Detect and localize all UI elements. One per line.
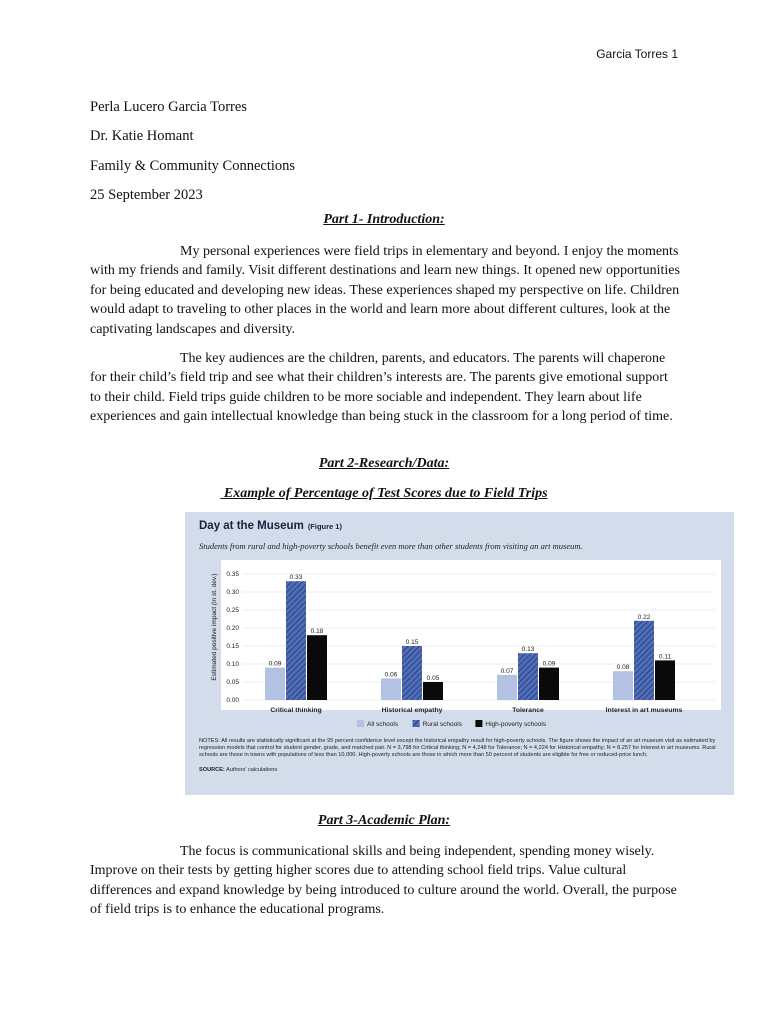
bar-rural-schools-1: [286, 581, 306, 700]
y-tick-label: 0.30: [226, 589, 239, 597]
course-name: Family & Community Connections: [90, 157, 296, 174]
bar-high-poverty-schools-2: [423, 682, 443, 700]
data-label: 0.09: [268, 660, 282, 668]
bar-rural-schools-4: [634, 621, 654, 700]
part3-title: Part 3-Academic Plan:: [317, 813, 451, 828]
bar-high-poverty-schools-4: [655, 660, 675, 700]
figure-title-text: Day at the Museum: [199, 520, 304, 532]
data-label: 0.07: [500, 667, 514, 675]
figure-label: (Figure 1): [307, 522, 342, 531]
part2-title: Part 2-Research/Data:: [318, 456, 450, 471]
chart-figure: [185, 512, 734, 795]
bar-rural-schools-3: [518, 653, 538, 700]
legend-label: Rural schools: [422, 721, 462, 728]
y-tick-label: 0.00: [226, 697, 239, 705]
legend-label: All schools: [367, 721, 399, 728]
data-label: 0.06: [384, 671, 398, 679]
source-text: Authors' calculations: [226, 767, 278, 773]
x-category-label: Historical empathy: [381, 707, 443, 714]
bar-all-schools-2: [381, 678, 401, 700]
data-label: 0.08: [616, 664, 630, 672]
data-label: 0.13: [521, 646, 535, 654]
bar-high-poverty-schools-1: [307, 635, 327, 700]
part1-title: Part 1- Introduction:: [323, 212, 445, 227]
y-tick-label: 0.25: [226, 607, 239, 615]
x-category-label: Interest in art museums: [605, 707, 683, 714]
y-tick-label: 0.10: [226, 661, 239, 669]
y-tick-label: 0.35: [226, 571, 239, 579]
bar-all-schools-3: [497, 675, 517, 700]
source-label: SOURCE:: [199, 767, 225, 773]
y-tick-label: 0.15: [226, 643, 239, 651]
data-label: 0.15: [405, 639, 419, 646]
figure-source: [199, 767, 277, 773]
bar-rural-schools-2: [402, 646, 422, 700]
figure-description: Students from rural and high-poverty schools benefit even more than other students from visiting an art museum.: [199, 541, 583, 551]
data-label: 0.33: [289, 574, 303, 582]
part3-paragraph-1: The focus is communicational skills and being independent, spending money wisely. Improve on their tests by getting higher scores due to attending school field trips. Value cultural differences and expand knowledge by being introduced to culture around the world. Overall, the purpose of field trips is to enhance the educational programs.: [90, 844, 677, 918]
bar-all-schools-1: [265, 668, 285, 700]
y-tick-label: 0.20: [226, 625, 239, 633]
x-category-label: Tolerance: [512, 707, 544, 714]
part1-paragraph-2: The key audiences are the children, parents, and educators. The parents will chaperone for their child’s field trip and see what their children’s interests are. The parents give emotional support to their child. Field trips guide children to be more sociable and independent. They learn about life experiences and gain intellectual knowledge than being stuck in the classroom for a long period of time.: [90, 351, 673, 425]
y-axis-label: Estimated positive impact (in st. dev.): [211, 573, 218, 681]
running-head: Garcia Torres 1: [596, 47, 678, 61]
figure-title: [199, 520, 342, 532]
x-category-label: Critical thinking: [270, 707, 322, 714]
part1-paragraph-1: My personal experiences were field trips in elementary and beyond. I enjoy the moments with my friends and family. Visit different destinations and learn new things. It opened new opportunities for being educated and developing new ideas. These experiences shaped my perspective on life. Children would adapt to traveling to other places in the world and learn more about different cultures, look at the captivating landscapes and diversity.: [90, 244, 680, 337]
legend-swatch: [413, 720, 420, 727]
figure-notes: NOTES: All results are statistically significant at the 95 percent confidence level except the historical empathy result for high-poverty schools. The figure shows the impact of an art museum visit as estimated by regression models that control for student gender, grade, and matched pair. N = 3,798 for Critical thinking; N = 4,248 for Tolerance; N = 4,224 for Historical empathy; N = 8,257 for Interest in art museums. Rural schools are those in towns with populations of less than 10,000. High-poverty schools are those in which more than 50 percent of students are eligible for free or reduced-price lunch.: [199, 738, 716, 758]
data-label: 0.09: [542, 660, 556, 668]
y-tick-label: 0.05: [226, 679, 239, 687]
legend-swatch: [357, 720, 364, 727]
document-date: 25 September 2023: [90, 186, 203, 203]
legend-label: High-poverty schools: [485, 721, 547, 728]
author-name: Perla Lucero Garcia Torres: [90, 99, 247, 115]
data-label: 0.05: [426, 675, 440, 682]
data-label: 0.18: [310, 628, 324, 636]
instructor-name: Dr. Katie Homant: [90, 128, 194, 145]
bar-all-schools-4: [613, 671, 633, 700]
data-label: 0.22: [637, 613, 651, 621]
legend-swatch: [475, 720, 482, 727]
figure-caption-title: Example of Percentage of Test Scores due to Field Trips: [220, 486, 548, 501]
data-label: 0.11: [658, 653, 672, 661]
bar-chart: [185, 552, 734, 742]
bar-high-poverty-schools-3: [539, 668, 559, 700]
heading-block: [90, 93, 295, 210]
